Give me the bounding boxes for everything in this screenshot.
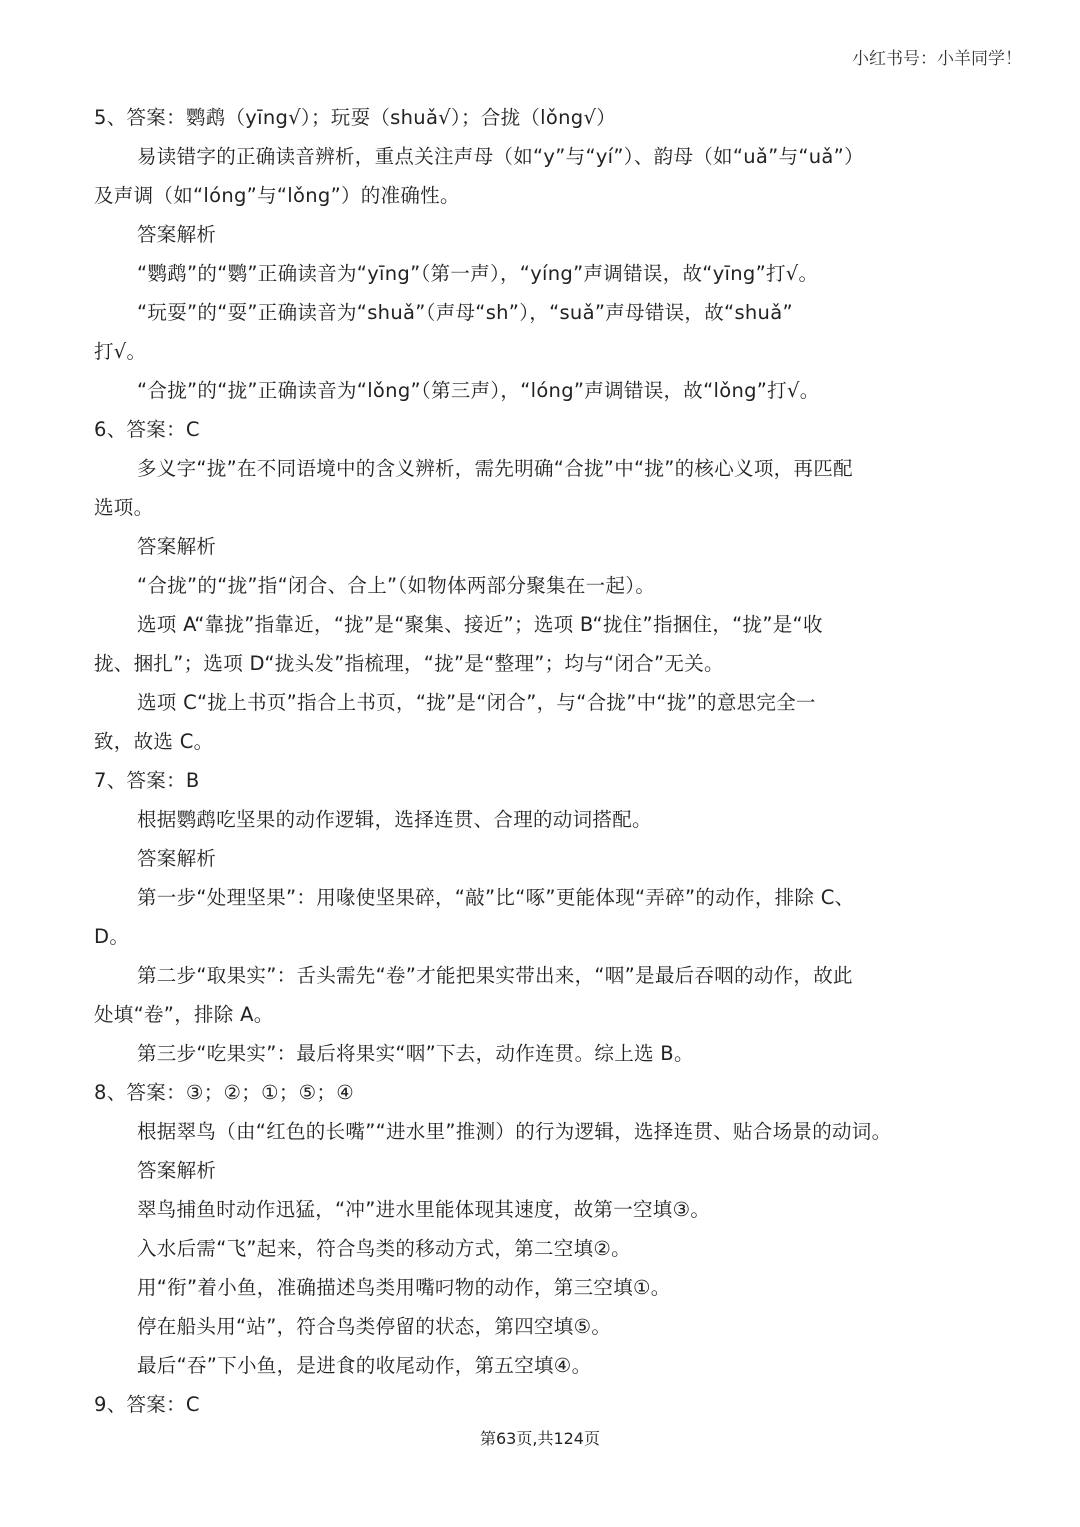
- text-line: 7、答案：B: [94, 769, 200, 792]
- text-line: 选项。: [94, 496, 154, 519]
- text-line: D。: [94, 925, 130, 948]
- text-line: 多义字“拢”在不同语境中的含义辨析，需先明确“合拢”中“拢”的核心义项，再匹配: [137, 457, 853, 480]
- text-line: 根据翠鸟（由“红色的长嘴”“进水里”推测）的行为逻辑，选择连贯、贴合场景的动词。: [137, 1120, 892, 1143]
- text-line: 答案解析: [137, 535, 217, 558]
- text-line: 处填“卷”，排除 A。: [94, 1003, 274, 1026]
- text-line: 答案解析: [137, 847, 217, 870]
- text-line: 答案解析: [137, 223, 217, 246]
- text-line: 易读错字的正确读音辨析，重点关注声母（如“y”与“yí”）、韵母（如“uǎ”与“uǎ”）: [137, 145, 864, 168]
- text-line: 第二步“取果实”：舌头需先“卷”才能把果实带出来，“咽”是最后吞咽的动作，故此: [137, 964, 853, 987]
- text-line: 用“衔”着小鱼，准确描述鸟类用嘴叼物的动作，第三空填①。: [137, 1276, 671, 1299]
- text-line: 第三步“吃果实”：最后将果实“咽”下去，动作连贯。综上选 B。: [137, 1042, 694, 1065]
- text-line: 最后“吞”下小鱼，是进食的收尾动作，第五空填④。: [137, 1354, 592, 1377]
- text-line: 选项 C“拢上书页”指合上书页，“拢”是“闭合”，与“合拢”中“拢”的意思完全一: [137, 691, 816, 714]
- text-line: 根据鹦鹉吃坚果的动作逻辑，选择连贯、合理的动词搭配。: [137, 808, 652, 831]
- text-line: “玩耍”的“耍”正确读音为“shuǎ”（声母“sh”），“suǎ”声母错误，故“shuǎ”: [137, 301, 793, 324]
- text-line: 翠鸟捕鱼时动作迅猛，“冲”进水里能体现其速度，故第一空填③。: [137, 1198, 711, 1221]
- text-line: “合拢”的“拢”指“闭合、合上”（如物体两部分聚集在一起）。: [137, 574, 656, 597]
- text-line: 5、答案：鹦鹉（yīng√）；玩耍（shuǎ√）；合拢（lǒng√）: [94, 106, 616, 129]
- text-line: 选项 A“靠拢”指靠近，“拢”是“聚集、接近”；选项 B“拢住”指捆住，“拢”是“收: [137, 613, 823, 636]
- text-line: 8、答案：③；②；①；⑤；④: [94, 1081, 355, 1104]
- text-line: 6、答案：C: [94, 418, 200, 441]
- text-line: 答案解析: [137, 1159, 217, 1182]
- watermark-text: 小红书号：小羊同学！: [852, 49, 1022, 69]
- text-line: “合拢”的“拢”正确读音为“lǒng”（第三声），“lóng”声调错误，故“lǒng”打√。: [137, 379, 820, 402]
- text-line: 入水后需“飞”起来，符合鸟类的移动方式，第二空填②。: [137, 1237, 631, 1260]
- text-line: 及声调（如“lóng”与“lǒng”）的准确性。: [94, 184, 460, 207]
- text-line: “鹦鹉”的“鹦”正确读音为“yīng”（第一声），“yíng”声调错误，故“yīng”打√。: [137, 262, 819, 285]
- document-body: [94, 98, 990, 1424]
- page-number: 第63页,共124页: [480, 1429, 600, 1448]
- text-line: 停在船头用“站”，符合鸟类停留的状态，第四空填⑤。: [137, 1315, 612, 1338]
- text-line: 第一步“处理坚果”：用喙使坚果碎，“敲”比“啄”更能体现“弄碎”的动作，排除 C、: [137, 886, 855, 909]
- text-line: 打√。: [94, 340, 147, 363]
- text-line: 9、答案：C: [94, 1393, 200, 1416]
- text-line: 致，故选 C。: [94, 730, 214, 753]
- text-line: 拢、捆扎”；选项 D“拢头发”指梳理，“拢”是“整理”；均与“闭合”无关。: [94, 652, 724, 675]
